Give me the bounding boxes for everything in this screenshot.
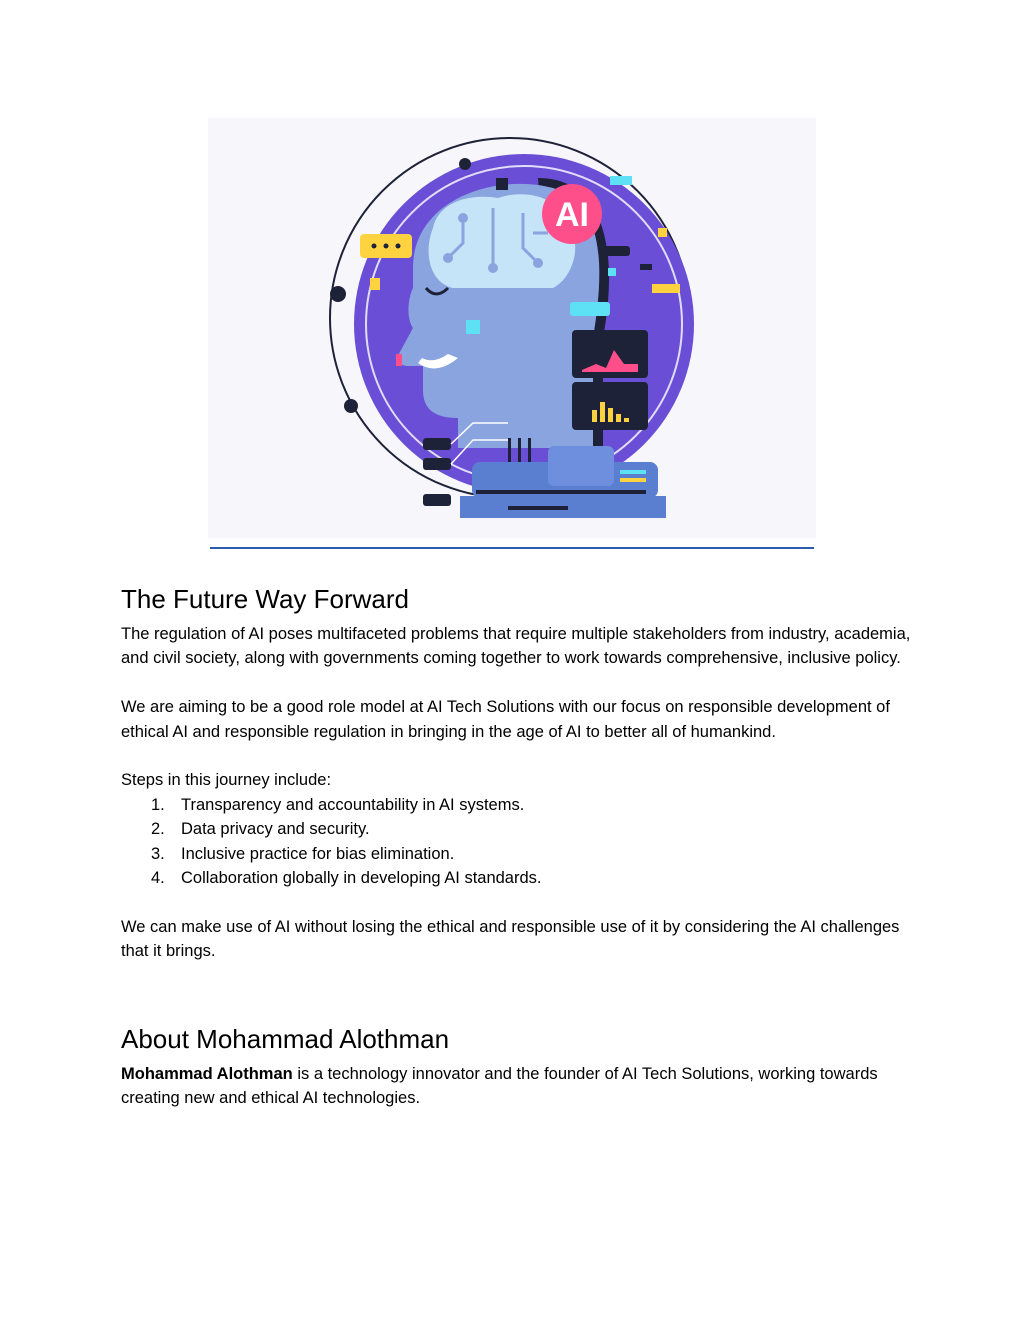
paragraph-role-model: We are aiming to be a good role model at AI Tech Solutions with our focus on responsible development of ethical AI and responsible regulation in bringing in the age of AI to better all of humankind.	[121, 698, 890, 741]
list-item: 2. Data privacy and security.	[151, 820, 370, 839]
list-item: 1. Transparency and accountability in AI systems.	[151, 795, 525, 814]
article-content	[121, 582, 911, 1110]
list-item: 3. Inclusive practice for bias elimination.	[151, 844, 455, 863]
divider-line	[210, 547, 814, 549]
author-name: Mohammad Alothman	[121, 1064, 293, 1083]
steps-list	[121, 793, 911, 891]
section-heading-future: The Future Way Forward	[121, 584, 410, 614]
paragraph-regulation: The regulation of AI poses multifaceted problems that require multiple stakeholders from industry, academia, and civil society, along with governments coming together to work towards comprehensive, inclusive policy.	[121, 625, 911, 668]
ai-head-illustration	[208, 118, 816, 550]
steps-intro: Steps in this journey include:	[121, 771, 332, 790]
paragraph-bio	[121, 1062, 911, 1111]
section-heading-about: About Mohammad Alothman	[121, 1023, 450, 1054]
bio-text: is a technology innovator and the founder of AI Tech Solutions, working towards creating new and ethical AI technologies.	[121, 1064, 878, 1108]
svg-text:AI: AI	[555, 196, 589, 234]
ai-head-robot-icon	[208, 118, 816, 550]
paragraph-closing: We can make use of AI without losing the ethical and responsible use of it by considering the AI challenges that it brings.	[121, 917, 900, 961]
list-item: 4. Collaboration globally in developing AI standards.	[151, 869, 542, 888]
